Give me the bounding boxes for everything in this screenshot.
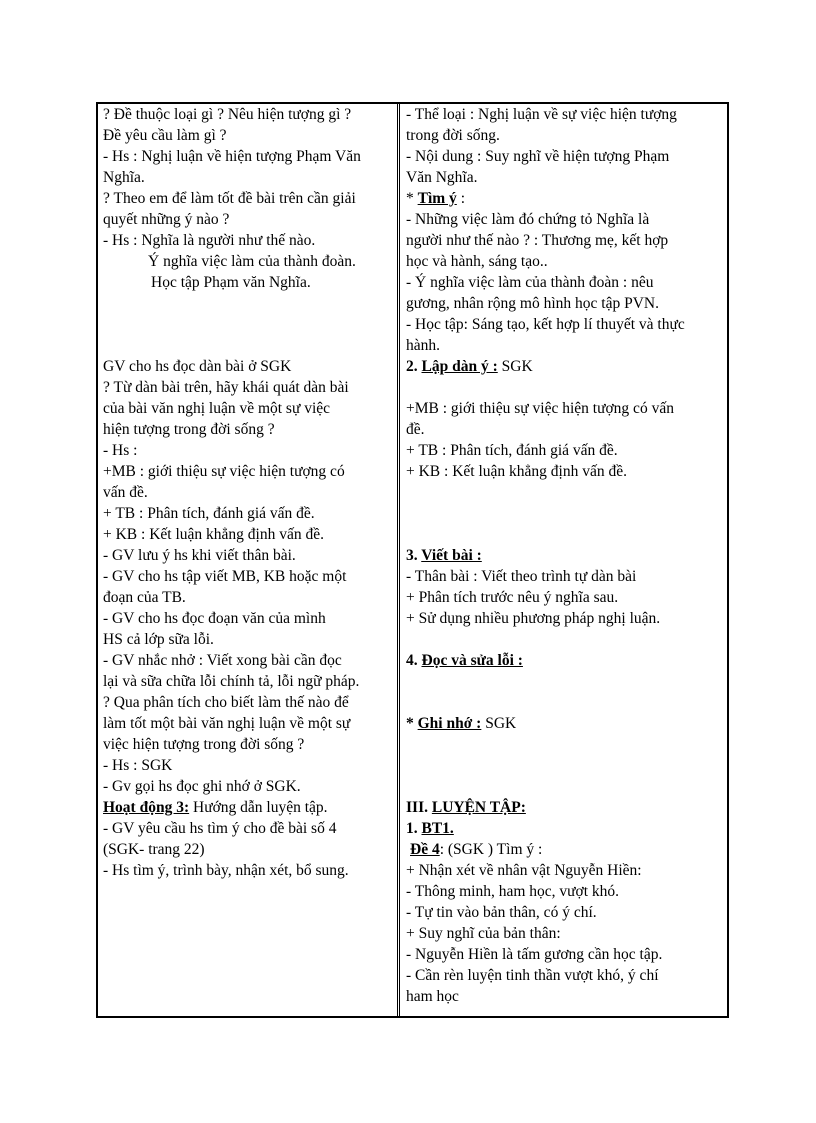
activity-text: Hướng dẫn luyện tập. — [189, 799, 328, 816]
heading-label: LUYỆN TẬP: — [431, 799, 526, 816]
blank-line — [406, 734, 724, 755]
text-line: - Thân bài : Viết theo trình tự dàn bài — [406, 568, 637, 585]
teacher-student-column — [103, 104, 393, 881]
text-line: gương, nhân rộng mô hình học tập PVN. — [406, 295, 659, 312]
text-line: - Gv gọi hs đọc ghi nhớ ở SGK. — [103, 778, 301, 795]
text-line: - GV cho hs tập viết MB, KB hoặc một — [103, 568, 347, 585]
text-line: - Học tập: Sáng tạo, kết hợp lí thuyết và thực — [406, 316, 685, 333]
blank-line — [103, 314, 393, 335]
text-line: Nghĩa. — [103, 169, 145, 186]
heading-number: 4. — [406, 652, 422, 669]
section-heading-viet-bai — [406, 545, 724, 566]
text-line: ? Từ dàn bài trên, hãy khái quát dàn bài — [103, 379, 349, 396]
text-line: GV cho hs đọc dàn bài ở SGK — [103, 358, 292, 375]
blank-line — [406, 524, 724, 545]
heading-number: 2. — [406, 358, 422, 375]
heading-label: BT1. — [421, 820, 454, 837]
text-line: - Thông minh, ham học, vượt khó. — [406, 883, 620, 900]
section-heading-lap-dan-y — [406, 356, 724, 377]
heading-suffix: SGK — [481, 715, 517, 732]
text-line: - Hs tìm ý, trình bày, nhận xét, bổ sung. — [103, 862, 349, 879]
text-line: học và hành, sáng tạo.. — [406, 253, 548, 270]
text-line: - Nội dung : Suy nghĩ về hiện tượng Phạm — [406, 148, 670, 165]
section-heading-luyen-tap — [406, 797, 724, 818]
text-line: +MB : giới thiệu sự việc hiện tượng có vấn — [406, 400, 674, 417]
blank-line — [406, 671, 724, 692]
text-line: Đề yêu cầu làm gì ? — [103, 127, 227, 144]
text-line: - Thể loại : Nghị luận về sự việc hiện tượng — [406, 106, 677, 123]
text-line: hành. — [406, 337, 441, 354]
text-line: - Những việc làm đó chứng tỏ Nghĩa là — [406, 211, 650, 228]
exercise-label: Đề 4 — [410, 841, 440, 858]
text-line: + Nhận xét về nhân vật Nguyễn Hiền: — [406, 862, 642, 879]
section-heading-ghi-nho — [406, 713, 724, 734]
text-line: Ý nghĩa việc làm của thành đoàn. — [148, 253, 356, 270]
text-line: (SGK- trang 22) — [103, 841, 205, 858]
heading-label: Đọc và sửa lỗi : — [421, 652, 523, 669]
heading-label: Lập dàn ý : — [421, 358, 498, 375]
text-line: ham học — [406, 988, 459, 1005]
blank-line — [103, 335, 393, 356]
text-line: người như thế nào ? : Thương mẹ, kết hợp — [406, 232, 669, 249]
text-line: - Hs : Nghĩa là người như thế nào. — [103, 232, 316, 249]
text-line: ? Qua phân tích cho biết làm thế nào để — [103, 694, 349, 711]
column-divider — [397, 102, 400, 1018]
heading-number: III. — [406, 799, 432, 816]
text-line: Văn Nghĩa. — [406, 169, 478, 186]
exercise-prompt — [406, 839, 724, 860]
section-heading-tim-y — [406, 188, 724, 209]
text-line: ? Theo em để làm tốt đề bài trên cần giải — [103, 190, 356, 207]
heading-prefix: * — [406, 190, 418, 207]
text-line: quyết những ý nào ? — [103, 211, 230, 228]
text-line: - GV cho hs đọc đoạn văn của mình — [103, 610, 326, 627]
text-line: - Hs : SGK — [103, 757, 173, 774]
heading-number: 1. — [406, 820, 422, 837]
section-heading-doc-sua — [406, 650, 724, 671]
text-line: ? Đề thuộc loại gì ? Nêu hiện tượng gì ? — [103, 106, 352, 123]
text-line: + KB : Kết luận khẳng định vấn đề. — [406, 463, 627, 480]
text-line: - GV nhắc nhở : Viết xong bài cần đọc — [103, 652, 342, 669]
blank-line — [406, 377, 724, 398]
heading-label: Tìm ý — [417, 190, 457, 207]
text-line: - Cần rèn luyện tinh thần vượt khó, ý chí — [406, 967, 659, 984]
text-line: vấn đề. — [103, 484, 148, 501]
text-line: + Phân tích trước nêu ý nghĩa sau. — [406, 589, 619, 606]
section-heading-bt1 — [406, 818, 724, 839]
text-line: - Ý nghĩa việc làm của thành đoàn : nêu — [406, 274, 654, 291]
blank-line — [406, 776, 724, 797]
text-line: đoạn của TB. — [103, 589, 186, 606]
blank-line — [406, 503, 724, 524]
text-line: việc hiện tượng trong đời sống ? — [103, 736, 305, 753]
heading-suffix: : — [456, 190, 465, 207]
activity-heading — [103, 797, 393, 818]
heading-number: 3. — [406, 547, 422, 564]
heading-suffix: SGK — [497, 358, 533, 375]
text-line: - Nguyễn Hiền là tấm gương cần học tập. — [406, 946, 663, 963]
text-line: - GV yêu cầu hs tìm ý cho đề bài số 4 — [103, 820, 337, 837]
heading-label: Viết bài : — [421, 547, 482, 564]
text-line: trong đời sống. — [406, 127, 500, 144]
text-line: lại và sữa chữa lỗi chính tả, lỗi ngữ pháp. — [103, 673, 360, 690]
text-line: đề. — [406, 421, 425, 438]
text-line: + Suy nghĩ của bản thân: — [406, 925, 561, 942]
text-line: làm tốt một bài văn nghị luận về một sự — [103, 715, 351, 732]
text-line: + Sử dụng nhiều phương pháp nghị luận. — [406, 610, 661, 627]
content-column — [406, 104, 724, 1007]
text-line: Học tập Phạm văn Nghĩa. — [151, 274, 311, 291]
text-line: của bài văn nghị luận về một sự việc — [103, 400, 331, 417]
blank-line — [406, 629, 724, 650]
text-line: hiện tượng trong đời sống ? — [103, 421, 275, 438]
blank-line — [103, 293, 393, 314]
blank-line — [406, 755, 724, 776]
text-line: - Hs : Nghị luận về hiện tượng Phạm Văn — [103, 148, 361, 165]
text-line: HS cả lớp sữa lỗi. — [103, 631, 214, 648]
heading-label: Ghi nhớ : — [417, 715, 482, 732]
text-line: - Tự tin vào bản thân, có ý chí. — [406, 904, 597, 921]
text-line: + TB : Phân tích, đánh giá vấn đề. — [103, 505, 315, 522]
text-line: + KB : Kết luận khẳng định vấn đề. — [103, 526, 324, 543]
heading-prefix: * — [406, 715, 418, 732]
exercise-text: : (SGK ) Tìm ý : — [439, 841, 543, 858]
text-line: + TB : Phân tích, đánh giá vấn đề. — [406, 442, 618, 459]
activity-label: Hoạt động 3: — [103, 799, 190, 816]
blank-line — [406, 482, 724, 503]
text-line: +MB : giới thiệu sự việc hiện tượng có — [103, 463, 345, 480]
text-line: - Hs : — [103, 442, 138, 459]
blank-line — [406, 692, 724, 713]
text-line: - GV lưu ý hs khi viết thân bài. — [103, 547, 296, 564]
